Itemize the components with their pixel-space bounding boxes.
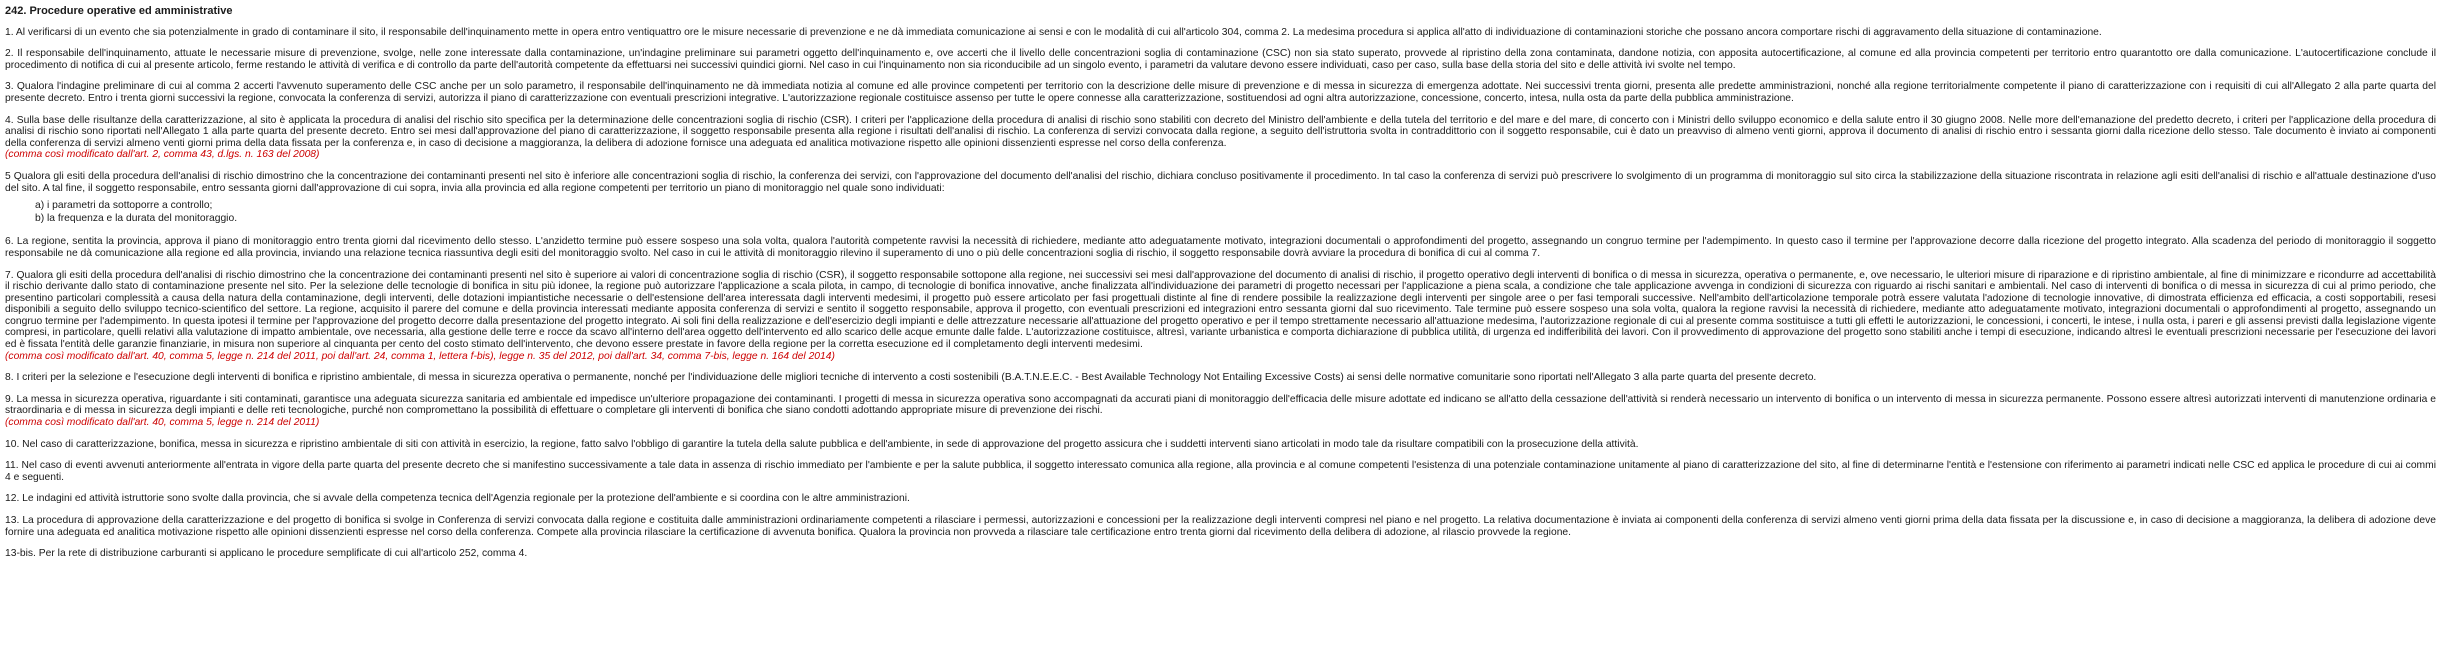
- paragraph-text: 4. Sulla base delle risultanze della caratterizzazione, al sito è applicata la procedura di analisi del rischio sito specifica per la determinazione delle concentrazioni soglia di rischio (CSR). I criteri per l'applicazione della procedura di analisi di rischio sono stabiliti con decreto del Ministro dell'ambiente e della tutela del territorio e del mare e del mare, di concerto con i Ministri dello sviluppo economico e della salute entro il 30 giugno 2008. Nelle more dell'emanazione del predetto decreto, i criteri per l'applicazione della procedura di analisi di rischio sono riportati nell'Allegato 1 alla parte quarta del presente decreto. Entro sei mesi dall'approvazione del piano di caratterizzazione, il soggetto responsabile presenta alla regione i risultati dell'analisi di rischio. La conferenza di servizi convocata dalla regione, a seguito dell'istruttoria svolta in contraddittorio con il soggetto responsabile, cui è dato un preavviso di almeno venti giorni, approva il documento di analisi di rischio entro i sessanta giorni dalla ricezione dello stesso. Tale documento è inviato ai componenti della conferenza di servizi almeno venti giorni prima della data fissata per la conferenza e, in caso di decisione a maggioranza, la delibera di adozione fornisce una adeguata ed analitica motivazione rispetto alle opinioni dissenzienti espresse nel corso della conferenza.: [5, 114, 2436, 149]
- paragraph-10: [5, 439, 2436, 451]
- paragraph-text: 11. Nel caso di eventi avvenuti anteriormente all'entrata in vigore della parte quarta del presente decreto che si manifestino successivamente a tale data in assenza di rischio immediato per l'ambiente e per la salute pubblica, il soggetto interessato comunica alla regione, alla provincia e al comune competenti l'esistenza di una potenziale contaminazione unitamente al piano di caratterizzazione del sito, al fine di determinarne l'entità e l'estensione con riferimento ai parametri indicati nelle CSC ed applica le procedure di cui ai commi 4 e seguenti.: [5, 460, 2436, 483]
- paragraph-text: 8. I criteri per la selezione e l'esecuzione degli interventi di bonifica e ripristino ambientale, di messa in sicurezza operativa o permanente, nonché per l'individuazione delle migliori tecniche di intervento a costi sostenibili (B.A.T.N.E.E.C. - Best Available Technology Not Entailing Excessive Costs) ai sensi delle normative comunitarie sono riportati nell'Allegato 3 alla parte quarta del presente decreto.: [5, 372, 1817, 384]
- paragraph-11: [5, 460, 2436, 483]
- paragraph-5: [5, 171, 2436, 194]
- paragraph-3: [5, 81, 2436, 104]
- article-title: 242. Procedure operative ed amministrative: [5, 5, 233, 17]
- paragraph-9: [5, 394, 2436, 429]
- paragraph-4: [5, 115, 2436, 161]
- paragraph-8: [5, 372, 2436, 384]
- paragraph-text: 13-bis. Per la rete di distribuzione carburanti si applicano le procedure semplificate di cui all'articolo 252, comma 4.: [5, 548, 528, 560]
- monitoring-list: [35, 200, 2436, 224]
- paragraph-text: 9. La messa in sicurezza operativa, riguardante i siti contaminati, garantisce una adeguata sicurezza sanitaria ed ambientale ed impedisce un'ulteriore propagazione dei contaminanti. I progetti di messa in sicurezza operativa sono accompagnati da accurati piani di monitoraggio dell'efficacia delle misure adottate ed indicano se all'atto della cessazione dell'attività si renderà necessario un intervento di bonifica o un intervento di messa in sicurezza permanente. Possono essere altresì autorizzati interventi di manutenzione ordinaria e straordinaria e di messa in sicurezza degli impianti e delle reti tecnologiche, purché non compromettano la possibilità di effettuare o completare gli interventi di bonifica che siano condotti adottando appropriate misure di prevenzione dei rischi.: [5, 393, 2436, 417]
- paragraph-text: 13. La procedura di approvazione della caratterizzazione e del progetto di bonifica si svolge in Conferenza di servizi convocata dalla regione e costituita dalle amministrazioni ordinariamente competenti a rilasciare i permessi, autorizzazioni e concessioni per la realizzazione degli interventi compresi nel piano e nel progetto. La relativa documentazione è inviata ai componenti della conferenza di servizi almeno venti giorni prima della data fissata per la discussione e, in caso di decisione a maggioranza, la delibera di adozione deve fornire una adeguata ed analitica motivazione rispetto alle opinioni dissenzienti espresse nel corso della conferenza. Compete alla provincia rilasciare la certificazione di avvenuta bonifica. Qualora la provincia non provveda a rilasciare tale certificazione entro trenta giorni dal ricevimento della delibera di adozione, al rilascio provvede la regione.: [5, 515, 2436, 538]
- amendment-note: (comma così modificato dall'art. 40, comma 5, legge n. 214 del 2011): [5, 417, 320, 429]
- paragraph-13: [5, 515, 2436, 538]
- paragraph-13-bis: [5, 548, 2436, 560]
- paragraph-text: 6. La regione, sentita la provincia, approva il piano di monitoraggio entro trenta giorni dal ricevimento dello stesso. L'anzidetto termine può essere sospeso una sola volta, qualora l'autorità competente ravvisi la necessità di richiedere, mediante atto adeguatamente motivato, integrazioni documentali o approfondimenti del progetto, assegnando un congruo termine per l'adempimento. In questo caso il termine per l'approvazione decorre dalla ricezione del progetto integrato. Alla scadenza del periodo di monitoraggio il soggetto responsabile ne dà comunicazione alla regione ed alla provincia, inviando una relazione tecnica riassuntiva degli esiti del monitoraggio svolto. Nel caso in cui le attività di monitoraggio rilevino il superamento di uno o più delle concentrazioni soglia di rischio, il soggetto responsabile dovrà avviare la procedura di bonifica di cui al comma 7.: [5, 236, 2436, 259]
- paragraph-text: 5 Qualora gli esiti della procedura dell'analisi di rischio dimostrino che la concentrazione dei contaminanti presenti nel sito è inferiore alle concentrazioni soglia di rischio, la conferenza dei servizi, con l'approvazione del documento dell'analisi del rischio, dichiara concluso positivamente il procedimento. In tal caso la conferenza di servizi può prescrivere lo svolgimento di un programma di monitoraggio sul sito circa la stabilizzazione della situazione riscontrata in relazione agli esiti dell'analisi di rischio e all'attuale destinazione d'uso del sito. A tal fine, il soggetto responsabile, entro sessanta giorni dall'approvazione di cui sopra, invia alla provincia ed alla regione competenti per territorio un piano di monitoraggio nel quale sono individuati:: [5, 170, 2436, 194]
- paragraph-text: 7. Qualora gli esiti della procedura dell'analisi di rischio dimostrino che la concentrazione dei contaminanti presenti nel sito è superiore ai valori di concentrazione soglia di rischio (CSR), il soggetto responsabile sottopone alla regione, nei successivi sei mesi dall'approvazione del documento di analisi di rischio, il progetto operativo degli interventi di bonifica o di messa in sicurezza, operativa o permanente, e, ove necessario, le ulteriori misure di riparazione e di ripristino ambientale, al fine di minimizzare e ricondurre ad accettabilità il rischio derivante dallo stato di contaminazione presente nel sito. Per la selezione delle tecnologie di bonifica in situ più idonee, la regione può autorizzare l'applicazione a scala pilota, in campo, di tecnologie di bonifica innovative, anche finalizzata all'individuazione dei parametri di progetto necessari per l'applicazione a piena scala, a condizione che tale applicazione avvenga in condizioni di sicurezza con riguardo ai rischi sanitari e ambientali. Nel caso di interventi di bonifica o di messa in sicurezza di cui al primo periodo, che presentino particolari complessità a causa della natura della contaminazione, degli interventi, delle dotazioni impiantistiche necessarie o dell'estensione dell'area interessata dagli interventi medesimi, il progetto può essere articolato per fasi progettuali distinte al fine di rendere possibile la realizzazione degli interventi per singole aree o per fasi temporali successive. Nell'ambito dell'articolazione temporale potrà essere valutata l'adozione di tecnologie innovative, di dimostrata efficienza ed efficacia, a costi sopportabili, resesi disponibili a seguito dello sviluppo tecnico-scientifico del settore. La regione, acquisito il parere del comune e della provincia interessati mediante apposita conferenza di servizi e sentito il soggetto responsabile, approva il progetto, con eventuali prescrizioni ed integrazioni entro sessanta giorni dal suo ricevimento. Tale termine può essere sospeso una sola volta, qualora la regione ravvisi la necessità di richiedere, mediante atto adeguatamente motivato, integrazioni documentali o approfondimenti al progetto, assegnando un congruo termine per l'adempimento. In questa ipotesi il termine per l'approvazione del progetto decorre dalla presentazione del progetto integrato. Ai soli fini della realizzazione e dell'esercizio degli impianti e delle attrezzature necessarie all'attuazione del progetto operativo e per il tempo strettamente necessario all'attuazione medesima, l'autorizzazione regionale di cui al presente comma sostituisce a tutti gli effetti le autorizzazioni, le concessioni, i concerti, le intese, i nulla osta, i pareri e gli assensi previsti dalla legislazione vigente compresi, in particolare, quelli relativi alla valutazione di impatto ambientale, ove necessaria, alla gestione delle terre e rocce da scavo all'interno dell'area oggetto dell'intervento ed allo scarico delle acque emunte dalle falde. L'autorizzazione costituisce, altresì, variante urbanistica e comporta dichiarazione di pubblica utilità, di urgenza ed indifferibilità dei lavori. Con il provvedimento di approvazione del progetto sono stabiliti anche i tempi di esecuzione, indicando altresì le eventuali prescrizioni necessarie per l'esecuzione dei lavori ed è fissata l'entità delle garanzie finanziarie, in misura non superiore al cinquanta per cento del costo stimato dell'intervento, che devono essere prestate in favore della regione per la corretta esecuzione ed il completamento degli interventi medesimi.: [5, 269, 2436, 351]
- paragraph-12: [5, 493, 2436, 505]
- paragraph-6: [5, 236, 2436, 259]
- paragraph-text: 3. Qualora l'indagine preliminare di cui al comma 2 accerti l'avvenuto superamento delle CSC anche per un solo parametro, il responsabile dell'inquinamento ne dà immediata notizia al comune ed alle province competenti per territorio con la descrizione delle misure di prevenzione e di messa in sicurezza di emergenza adottate. Nei successivi trenta giorni, presenta alle predette amministrazioni, nonché alla regione territorialmente competente il piano di caratterizzazione con i requisiti di cui all'Allegato 2 alla parte quarta del presente decreto. Entro i trenta giorni successivi la regione, convocata la conferenza di servizi, autorizza il piano di caratterizzazione con eventuali prescrizioni integrative. L'autorizzazione regionale costituisce assenso per tutte le opere connesse alla caratterizzazione, sostituendosi ad ogni altra autorizzazione, concessione, concerto, intesa, nulla osta da parte della pubblica amministrazione.: [5, 81, 2436, 104]
- paragraph-text: 2. Il responsabile dell'inquinamento, attuate le necessarie misure di prevenzione, svolge, nelle zone interessate dalla contaminazione, un'indagine preliminare sui parametri oggetto dell'inquinamento e, ove accerti che il livello delle concentrazioni soglia di contaminazione (CSC) non sia stato superato, provvede al ripristino della zona contaminata, dandone notizia, con apposita autocertificazione, al comune ed alla provincia competenti per territorio entro quarantotto ore dalla comunicazione. L'autocertificazione conclude il procedimento di notifica di cui al presente articolo, ferme restando le attività di verifica e di controllo da parte dell'autorità competente da effettuarsi nei successivi quindici giorni. Nel caso in cui l'inquinamento non sia riconducibile ad un singolo evento, i parametri da valutare devono essere individuati, caso per caso, sulla base della storia del sito e delle attività ivi svolte nel tempo.: [5, 48, 2436, 71]
- paragraph-2: [5, 48, 2436, 71]
- paragraph-7: [5, 270, 2436, 363]
- list-item: b) la frequenza e la durata del monitoraggio.: [35, 212, 238, 224]
- amendment-note: (comma così modificato dall'art. 2, comma 43, d.lgs. n. 163 del 2008): [5, 149, 320, 161]
- paragraph-1: [5, 27, 2436, 39]
- paragraph-text: 12. Le indagini ed attività istruttorie sono svolte dalla provincia, che si avvale della competenza tecnica dell'Agenzia regionale per la protezione dell'ambiente e si coordina con le altre amministrazioni.: [5, 493, 910, 505]
- paragraph-text: 10. Nel caso di caratterizzazione, bonifica, messa in sicurezza e ripristino ambientale di siti con attività in esercizio, la regione, fatto salvo l'obbligo di garantire la tutela della salute pubblica e dell'ambiente, in sede di approvazione del progetto assicura che i suddetti interventi siano articolati in modo tale da risultare compatibili con la prosecuzione della attività.: [5, 438, 1639, 450]
- amendment-note: (comma così modificato dall'art. 40, comma 5, legge n. 214 del 2011, poi dall'art. 24, comma 1, lettera f-bis), legge n. 35 del 2012, poi dall'art. 34, comma 7-bis, legge n. 164 del 2014): [5, 350, 835, 362]
- list-item: a) i parametri da sottoporre a controllo;: [35, 200, 213, 212]
- paragraph-text: 1. Al verificarsi di un evento che sia potenzialmente in grado di contaminare il sito, il responsabile dell'inquinamento mette in opera entro ventiquattro ore le misure necessarie di prevenzione e ne dà immediata comunicazione ai sensi e con le modalità di cui all'articolo 304, comma 2. La medesima procedura si applica all'atto di individuazione di contaminazioni storiche che possano ancora comportare rischi di aggravamento della situazione di contaminazione.: [5, 26, 2102, 38]
